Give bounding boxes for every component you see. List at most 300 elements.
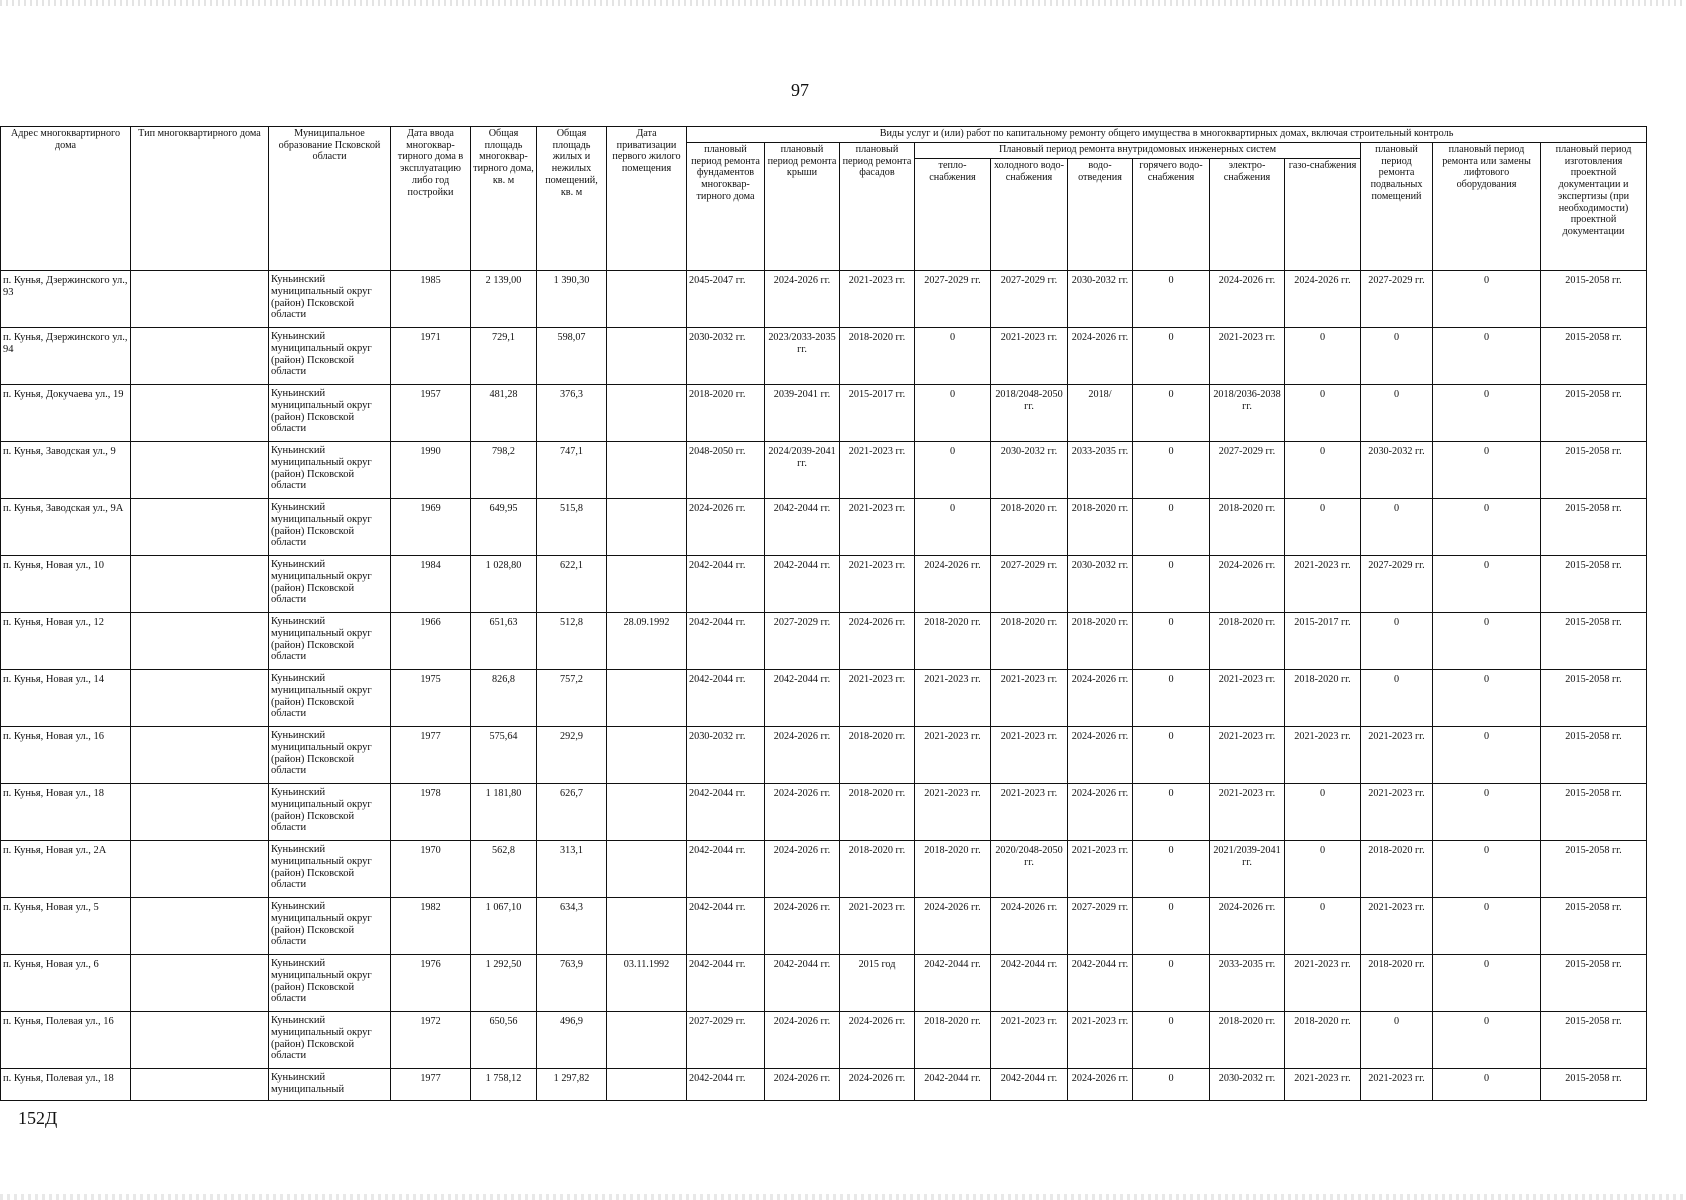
privatization-date-cell [607, 271, 687, 328]
address-cell: п. Кунья, Дзержинского ул., 93 [1, 271, 131, 328]
commission-year-cell: 1978 [391, 784, 471, 841]
living-area-cell: 747,1 [537, 442, 607, 499]
facade-period-cell: 2018-2020 гг. [840, 328, 915, 385]
heat-supply-cell: 0 [915, 328, 991, 385]
cold-water-cell: 2021-2023 гг. [991, 328, 1068, 385]
hot-water-cell: 0 [1133, 499, 1210, 556]
privatization-date-cell [607, 328, 687, 385]
gas-supply-cell: 0 [1285, 385, 1361, 442]
basement-period-cell: 0 [1361, 670, 1433, 727]
header-gas: газо-снабжения [1285, 159, 1361, 271]
hot-water-cell: 0 [1133, 613, 1210, 670]
heat-supply-cell: 2042-2044 гг. [915, 1069, 991, 1101]
scan-edge-bottom [0, 1194, 1686, 1200]
project-docs-cell: 2015-2058 гг. [1541, 1012, 1647, 1069]
table-row [1, 385, 1647, 442]
elevator-period-cell: 0 [1433, 1012, 1541, 1069]
living-area-cell: 1 297,82 [537, 1069, 607, 1101]
heat-supply-cell: 2021-2023 гг. [915, 727, 991, 784]
facade-period-cell: 2021-2023 гг. [840, 271, 915, 328]
privatization-date-cell [607, 898, 687, 955]
type-cell [131, 955, 269, 1012]
total-area-cell: 1 758,12 [471, 1069, 537, 1101]
roof-period-cell: 2039-2041 гг. [765, 385, 840, 442]
gas-supply-cell: 2021-2023 гг. [1285, 1069, 1361, 1101]
elevator-period-cell: 0 [1433, 1069, 1541, 1101]
gas-supply-cell: 0 [1285, 784, 1361, 841]
commission-year-cell: 1990 [391, 442, 471, 499]
elevator-period-cell: 0 [1433, 442, 1541, 499]
commission-year-cell: 1977 [391, 1069, 471, 1101]
living-area-cell: 292,9 [537, 727, 607, 784]
footer-code: 152Д [18, 1108, 58, 1128]
basement-period-cell: 2021-2023 гг. [1361, 1069, 1433, 1101]
table-row [1, 1069, 1647, 1101]
commission-year-cell: 1982 [391, 898, 471, 955]
elevator-period-cell: 0 [1433, 898, 1541, 955]
roof-period-cell: 2023/2033-2035 гг. [765, 328, 840, 385]
commission-year-cell: 1975 [391, 670, 471, 727]
type-cell [131, 1012, 269, 1069]
type-cell [131, 499, 269, 556]
capital-repair-table [0, 126, 1647, 1101]
hot-water-cell: 0 [1133, 784, 1210, 841]
electric-supply-cell: 2018-2020 гг. [1210, 499, 1285, 556]
facade-period-cell: 2015 год [840, 955, 915, 1012]
hot-water-cell: 0 [1133, 271, 1210, 328]
electric-supply-cell: 2021-2023 гг. [1210, 727, 1285, 784]
total-area-cell: 798,2 [471, 442, 537, 499]
project-docs-cell: 2015-2058 гг. [1541, 670, 1647, 727]
header-works-group: Виды услуг и (или) работ по капитальному ремонту общего имущества в многоквартирных домах, включая строительный контроль [687, 127, 1647, 143]
basement-period-cell: 2027-2029 гг. [1361, 271, 1433, 328]
municipality-cell: Куньинский муниципальный округ (район) Псковской области [269, 328, 391, 385]
privatization-date-cell [607, 784, 687, 841]
living-area-cell: 598,07 [537, 328, 607, 385]
sewer-cell: 2018/ [1068, 385, 1133, 442]
roof-period-cell: 2024-2026 гг. [765, 271, 840, 328]
cold-water-cell: 2021-2023 гг. [991, 784, 1068, 841]
basement-period-cell: 0 [1361, 1012, 1433, 1069]
municipality-cell: Куньинский муниципальный округ (район) Псковской области [269, 670, 391, 727]
facade-period-cell: 2018-2020 гг. [840, 784, 915, 841]
gas-supply-cell: 2021-2023 гг. [1285, 556, 1361, 613]
foundation-period-cell: 2027-2029 гг. [687, 1012, 765, 1069]
privatization-date-cell [607, 1069, 687, 1101]
foundation-period-cell: 2024-2026 гг. [687, 499, 765, 556]
living-area-cell: 496,9 [537, 1012, 607, 1069]
table-row [1, 841, 1647, 898]
living-area-cell: 376,3 [537, 385, 607, 442]
heat-supply-cell: 0 [915, 385, 991, 442]
hot-water-cell: 0 [1133, 898, 1210, 955]
table-row [1, 328, 1647, 385]
table-row [1, 442, 1647, 499]
municipality-cell: Куньинский муниципальный округ (район) Псковской области [269, 898, 391, 955]
hot-water-cell: 0 [1133, 841, 1210, 898]
gas-supply-cell: 2021-2023 гг. [1285, 955, 1361, 1012]
total-area-cell: 1 181,80 [471, 784, 537, 841]
type-cell [131, 613, 269, 670]
total-area-cell: 651,63 [471, 613, 537, 670]
table-row [1, 613, 1647, 670]
heat-supply-cell: 2042-2044 гг. [915, 955, 991, 1012]
header-roof: плановый период ремонта крыши [765, 143, 840, 271]
privatization-date-cell [607, 727, 687, 784]
foundation-period-cell: 2042-2044 гг. [687, 613, 765, 670]
address-cell: п. Кунья, Дзержинского ул., 94 [1, 328, 131, 385]
commission-year-cell: 1985 [391, 271, 471, 328]
electric-supply-cell: 2018-2020 гг. [1210, 1012, 1285, 1069]
commission-year-cell: 1977 [391, 727, 471, 784]
roof-period-cell: 2024-2026 гг. [765, 1069, 840, 1101]
elevator-period-cell: 0 [1433, 727, 1541, 784]
total-area-cell: 562,8 [471, 841, 537, 898]
facade-period-cell: 2018-2020 гг. [840, 841, 915, 898]
facade-period-cell: 2024-2026 гг. [840, 1012, 915, 1069]
table-row [1, 1012, 1647, 1069]
basement-period-cell: 2027-2029 гг. [1361, 556, 1433, 613]
header-municipality: Муниципальное образование Псковской области [269, 127, 391, 271]
commission-year-cell: 1966 [391, 613, 471, 670]
hot-water-cell: 0 [1133, 670, 1210, 727]
municipality-cell: Куньинский муниципальный округ (район) Псковской области [269, 1012, 391, 1069]
table-row [1, 670, 1647, 727]
heat-supply-cell: 2018-2020 гг. [915, 1012, 991, 1069]
type-cell [131, 670, 269, 727]
heat-supply-cell: 0 [915, 442, 991, 499]
privatization-date-cell: 03.11.1992 [607, 955, 687, 1012]
roof-period-cell: 2024-2026 гг. [765, 784, 840, 841]
basement-period-cell: 2018-2020 гг. [1361, 955, 1433, 1012]
cold-water-cell: 2027-2029 гг. [991, 271, 1068, 328]
address-cell: п. Кунья, Новая ул., 2А [1, 841, 131, 898]
address-cell: п. Кунья, Новая ул., 5 [1, 898, 131, 955]
roof-period-cell: 2042-2044 гг. [765, 499, 840, 556]
hot-water-cell: 0 [1133, 727, 1210, 784]
municipality-cell: Куньинский муниципальный округ (район) Псковской области [269, 613, 391, 670]
heat-supply-cell: 2018-2020 гг. [915, 841, 991, 898]
electric-supply-cell: 2033-2035 гг. [1210, 955, 1285, 1012]
project-docs-cell: 2015-2058 гг. [1541, 442, 1647, 499]
type-cell [131, 271, 269, 328]
elevator-period-cell: 0 [1433, 841, 1541, 898]
municipality-cell: Куньинский муниципальный округ (район) Псковской области [269, 385, 391, 442]
header-living-area: Общая площадь жилых и нежилых помещений, кв. м [537, 127, 607, 271]
address-cell: п. Кунья, Новая ул., 18 [1, 784, 131, 841]
heat-supply-cell: 2024-2026 гг. [915, 556, 991, 613]
type-cell [131, 841, 269, 898]
facade-period-cell: 2021-2023 гг. [840, 670, 915, 727]
sewer-cell: 2027-2029 гг. [1068, 898, 1133, 955]
cold-water-cell: 2042-2044 гг. [991, 955, 1068, 1012]
gas-supply-cell: 2015-2017 гг. [1285, 613, 1361, 670]
total-area-cell: 2 139,00 [471, 271, 537, 328]
table-row [1, 898, 1647, 955]
gas-supply-cell: 0 [1285, 841, 1361, 898]
type-cell [131, 784, 269, 841]
elevator-period-cell: 0 [1433, 556, 1541, 613]
foundation-period-cell: 2042-2044 гг. [687, 670, 765, 727]
gas-supply-cell: 0 [1285, 499, 1361, 556]
gas-supply-cell: 2021-2023 гг. [1285, 727, 1361, 784]
gas-supply-cell: 2024-2026 гг. [1285, 271, 1361, 328]
electric-supply-cell: 2021-2023 гг. [1210, 328, 1285, 385]
municipality-cell: Куньинский муниципальный округ (район) Псковской области [269, 442, 391, 499]
sewer-cell: 2042-2044 гг. [1068, 955, 1133, 1012]
privatization-date-cell [607, 1012, 687, 1069]
project-docs-cell: 2015-2058 гг. [1541, 385, 1647, 442]
municipality-cell: Куньинский муниципальный округ (район) Псковской области [269, 727, 391, 784]
electric-supply-cell: 2024-2026 гг. [1210, 271, 1285, 328]
privatization-date-cell [607, 442, 687, 499]
privatization-date-cell [607, 670, 687, 727]
header-heat: тепло-снабжения [915, 159, 991, 271]
electric-supply-cell: 2030-2032 гг. [1210, 1069, 1285, 1101]
electric-supply-cell: 2021/2039-2041 гг. [1210, 841, 1285, 898]
roof-period-cell: 2024-2026 гг. [765, 727, 840, 784]
municipality-cell: Куньинский муниципальный округ (район) Псковской области [269, 556, 391, 613]
facade-period-cell: 2021-2023 гг. [840, 898, 915, 955]
hot-water-cell: 0 [1133, 385, 1210, 442]
gas-supply-cell: 0 [1285, 442, 1361, 499]
gas-supply-cell: 2018-2020 гг. [1285, 670, 1361, 727]
cold-water-cell: 2020/2048-2050 гг. [991, 841, 1068, 898]
roof-period-cell: 2042-2044 гг. [765, 556, 840, 613]
privatization-date-cell [607, 499, 687, 556]
cold-water-cell: 2021-2023 гг. [991, 670, 1068, 727]
heat-supply-cell: 2027-2029 гг. [915, 271, 991, 328]
header-type: Тип многоквартирного дома [131, 127, 269, 271]
header-engineering-group: Плановый период ремонта внутридомовых инженерных систем [915, 143, 1361, 159]
privatization-date-cell [607, 556, 687, 613]
total-area-cell: 1 067,10 [471, 898, 537, 955]
project-docs-cell: 2015-2058 гг. [1541, 499, 1647, 556]
address-cell: п. Кунья, Новая ул., 10 [1, 556, 131, 613]
municipality-cell: Куньинский муниципальный округ (район) Псковской области [269, 271, 391, 328]
sewer-cell: 2024-2026 гг. [1068, 1069, 1133, 1101]
total-area-cell: 649,95 [471, 499, 537, 556]
header-commission-date: Дата ввода многоквар-тирного дома в эксплуатацию либо год постройки [391, 127, 471, 271]
roof-period-cell: 2024/2039-2041 гг. [765, 442, 840, 499]
table-row [1, 955, 1647, 1012]
foundation-period-cell: 2042-2044 гг. [687, 898, 765, 955]
cold-water-cell: 2018/2048-2050 гг. [991, 385, 1068, 442]
total-area-cell: 575,64 [471, 727, 537, 784]
commission-year-cell: 1969 [391, 499, 471, 556]
elevator-period-cell: 0 [1433, 328, 1541, 385]
gas-supply-cell: 0 [1285, 898, 1361, 955]
sewer-cell: 2024-2026 гг. [1068, 784, 1133, 841]
heat-supply-cell: 2021-2023 гг. [915, 784, 991, 841]
total-area-cell: 826,8 [471, 670, 537, 727]
hot-water-cell: 0 [1133, 955, 1210, 1012]
cold-water-cell: 2018-2020 гг. [991, 499, 1068, 556]
elevator-period-cell: 0 [1433, 271, 1541, 328]
cold-water-cell: 2042-2044 гг. [991, 1069, 1068, 1101]
table-row [1, 271, 1647, 328]
electric-supply-cell: 2021-2023 гг. [1210, 784, 1285, 841]
total-area-cell: 481,28 [471, 385, 537, 442]
address-cell: п. Кунья, Новая ул., 6 [1, 955, 131, 1012]
header-basement: плановый период ремонта подвальных помещений [1361, 143, 1433, 271]
address-cell: п. Кунья, Новая ул., 14 [1, 670, 131, 727]
privatization-date-cell [607, 385, 687, 442]
total-area-cell: 729,1 [471, 328, 537, 385]
table-row [1, 556, 1647, 613]
elevator-period-cell: 0 [1433, 385, 1541, 442]
project-docs-cell: 2015-2058 гг. [1541, 841, 1647, 898]
heat-supply-cell: 2018-2020 гг. [915, 613, 991, 670]
foundation-period-cell: 2042-2044 гг. [687, 841, 765, 898]
sewer-cell: 2033-2035 гг. [1068, 442, 1133, 499]
facade-period-cell: 2018-2020 гг. [840, 727, 915, 784]
privatization-date-cell [607, 841, 687, 898]
sewer-cell: 2024-2026 гг. [1068, 727, 1133, 784]
address-cell: п. Кунья, Докучаева ул., 19 [1, 385, 131, 442]
municipality-cell: Куньинский муниципальный округ (район) Псковской области [269, 784, 391, 841]
header-privatization-date: Дата приватизации первого жилого помещения [607, 127, 687, 271]
basement-period-cell: 0 [1361, 328, 1433, 385]
address-cell: п. Кунья, Заводская ул., 9 [1, 442, 131, 499]
heat-supply-cell: 0 [915, 499, 991, 556]
electric-supply-cell: 2018/2036-2038 гг. [1210, 385, 1285, 442]
header-address: Адрес многоквартирного дома [1, 127, 131, 271]
electric-supply-cell: 2021-2023 гг. [1210, 670, 1285, 727]
electric-supply-cell: 2027-2029 гг. [1210, 442, 1285, 499]
hot-water-cell: 0 [1133, 1069, 1210, 1101]
gas-supply-cell: 0 [1285, 328, 1361, 385]
facade-period-cell: 2024-2026 гг. [840, 613, 915, 670]
header-sewer: водо-отведения [1068, 159, 1133, 271]
foundation-period-cell: 2048-2050 гг. [687, 442, 765, 499]
cold-water-cell: 2027-2029 гг. [991, 556, 1068, 613]
electric-supply-cell: 2018-2020 гг. [1210, 613, 1285, 670]
cold-water-cell: 2024-2026 гг. [991, 898, 1068, 955]
privatization-date-cell: 28.09.1992 [607, 613, 687, 670]
header-facade: плановый период ремонта фасадов [840, 143, 915, 271]
address-cell: п. Кунья, Новая ул., 12 [1, 613, 131, 670]
heat-supply-cell: 2021-2023 гг. [915, 670, 991, 727]
header-hot-water: горячего водо-снабжения [1133, 159, 1210, 271]
header-electric: электро-снабжения [1210, 159, 1285, 271]
roof-period-cell: 2042-2044 гг. [765, 955, 840, 1012]
type-cell [131, 727, 269, 784]
sewer-cell: 2018-2020 гг. [1068, 499, 1133, 556]
project-docs-cell: 2015-2058 гг. [1541, 898, 1647, 955]
table-row [1, 499, 1647, 556]
basement-period-cell: 0 [1361, 613, 1433, 670]
hot-water-cell: 0 [1133, 1012, 1210, 1069]
basement-period-cell: 2021-2023 гг. [1361, 727, 1433, 784]
foundation-period-cell: 2030-2032 гг. [687, 328, 765, 385]
scan-edge-top [0, 0, 1686, 6]
type-cell [131, 556, 269, 613]
total-area-cell: 1 292,50 [471, 955, 537, 1012]
living-area-cell: 763,9 [537, 955, 607, 1012]
type-cell [131, 898, 269, 955]
header-docs: плановый период изготовления проектной документации и экспертизы (при необходимости) проектной документации [1541, 143, 1647, 271]
sewer-cell: 2030-2032 гг. [1068, 271, 1133, 328]
elevator-period-cell: 0 [1433, 499, 1541, 556]
hot-water-cell: 0 [1133, 556, 1210, 613]
foundation-period-cell: 2042-2044 гг. [687, 556, 765, 613]
type-cell [131, 1069, 269, 1101]
foundation-period-cell: 2030-2032 гг. [687, 727, 765, 784]
project-docs-cell: 2015-2058 гг. [1541, 271, 1647, 328]
facade-period-cell: 2021-2023 гг. [840, 556, 915, 613]
municipality-cell: Куньинский муниципальный округ (район) Псковской области [269, 955, 391, 1012]
commission-year-cell: 1984 [391, 556, 471, 613]
roof-period-cell: 2024-2026 гг. [765, 841, 840, 898]
total-area-cell: 650,56 [471, 1012, 537, 1069]
elevator-period-cell: 0 [1433, 955, 1541, 1012]
cold-water-cell: 2018-2020 гг. [991, 613, 1068, 670]
project-docs-cell: 2015-2058 гг. [1541, 784, 1647, 841]
living-area-cell: 634,3 [537, 898, 607, 955]
sewer-cell: 2030-2032 гг. [1068, 556, 1133, 613]
project-docs-cell: 2015-2058 гг. [1541, 613, 1647, 670]
facade-period-cell: 2021-2023 гг. [840, 499, 915, 556]
sewer-cell: 2021-2023 гг. [1068, 1012, 1133, 1069]
type-cell [131, 442, 269, 499]
address-cell: п. Кунья, Заводская ул., 9А [1, 499, 131, 556]
foundation-period-cell: 2018-2020 гг. [687, 385, 765, 442]
roof-period-cell: 2042-2044 гг. [765, 670, 840, 727]
cold-water-cell: 2021-2023 гг. [991, 1012, 1068, 1069]
sewer-cell: 2024-2026 гг. [1068, 328, 1133, 385]
commission-year-cell: 1976 [391, 955, 471, 1012]
address-cell: п. Кунья, Полевая ул., 18 [1, 1069, 131, 1101]
living-area-cell: 626,7 [537, 784, 607, 841]
project-docs-cell: 2015-2058 гг. [1541, 328, 1647, 385]
hot-water-cell: 0 [1133, 442, 1210, 499]
facade-period-cell: 2024-2026 гг. [840, 1069, 915, 1101]
elevator-period-cell: 0 [1433, 670, 1541, 727]
electric-supply-cell: 2024-2026 гг. [1210, 556, 1285, 613]
foundation-period-cell: 2045-2047 гг. [687, 271, 765, 328]
header-cold-water: холодного водо-снабжения [991, 159, 1068, 271]
basement-period-cell: 2021-2023 гг. [1361, 898, 1433, 955]
sewer-cell: 2024-2026 гг. [1068, 670, 1133, 727]
table-body [1, 271, 1647, 1101]
cold-water-cell: 2030-2032 гг. [991, 442, 1068, 499]
facade-period-cell: 2015-2017 гг. [840, 385, 915, 442]
commission-year-cell: 1972 [391, 1012, 471, 1069]
basement-period-cell: 2018-2020 гг. [1361, 841, 1433, 898]
roof-period-cell: 2027-2029 гг. [765, 613, 840, 670]
address-cell: п. Кунья, Новая ул., 16 [1, 727, 131, 784]
header-total-area: Общая площадь многоквар-тирного дома, кв. м [471, 127, 537, 271]
foundation-period-cell: 2042-2044 гг. [687, 1069, 765, 1101]
roof-period-cell: 2024-2026 гг. [765, 1012, 840, 1069]
heat-supply-cell: 2024-2026 гг. [915, 898, 991, 955]
municipality-cell: Куньинский муниципальный [269, 1069, 391, 1101]
header-foundation: плановый период ремонта фундаментов многоквар-тирного дома [687, 143, 765, 271]
address-cell: п. Кунья, Полевая ул., 16 [1, 1012, 131, 1069]
commission-year-cell: 1957 [391, 385, 471, 442]
living-area-cell: 757,2 [537, 670, 607, 727]
page-number: 97 [791, 80, 809, 100]
elevator-period-cell: 0 [1433, 784, 1541, 841]
project-docs-cell: 2015-2058 гг. [1541, 556, 1647, 613]
header-elevator: плановый период ремонта или замены лифтового оборудования [1433, 143, 1541, 271]
municipality-cell: Куньинский муниципальный округ (район) Псковской области [269, 841, 391, 898]
commission-year-cell: 1971 [391, 328, 471, 385]
type-cell [131, 385, 269, 442]
living-area-cell: 512,8 [537, 613, 607, 670]
hot-water-cell: 0 [1133, 328, 1210, 385]
